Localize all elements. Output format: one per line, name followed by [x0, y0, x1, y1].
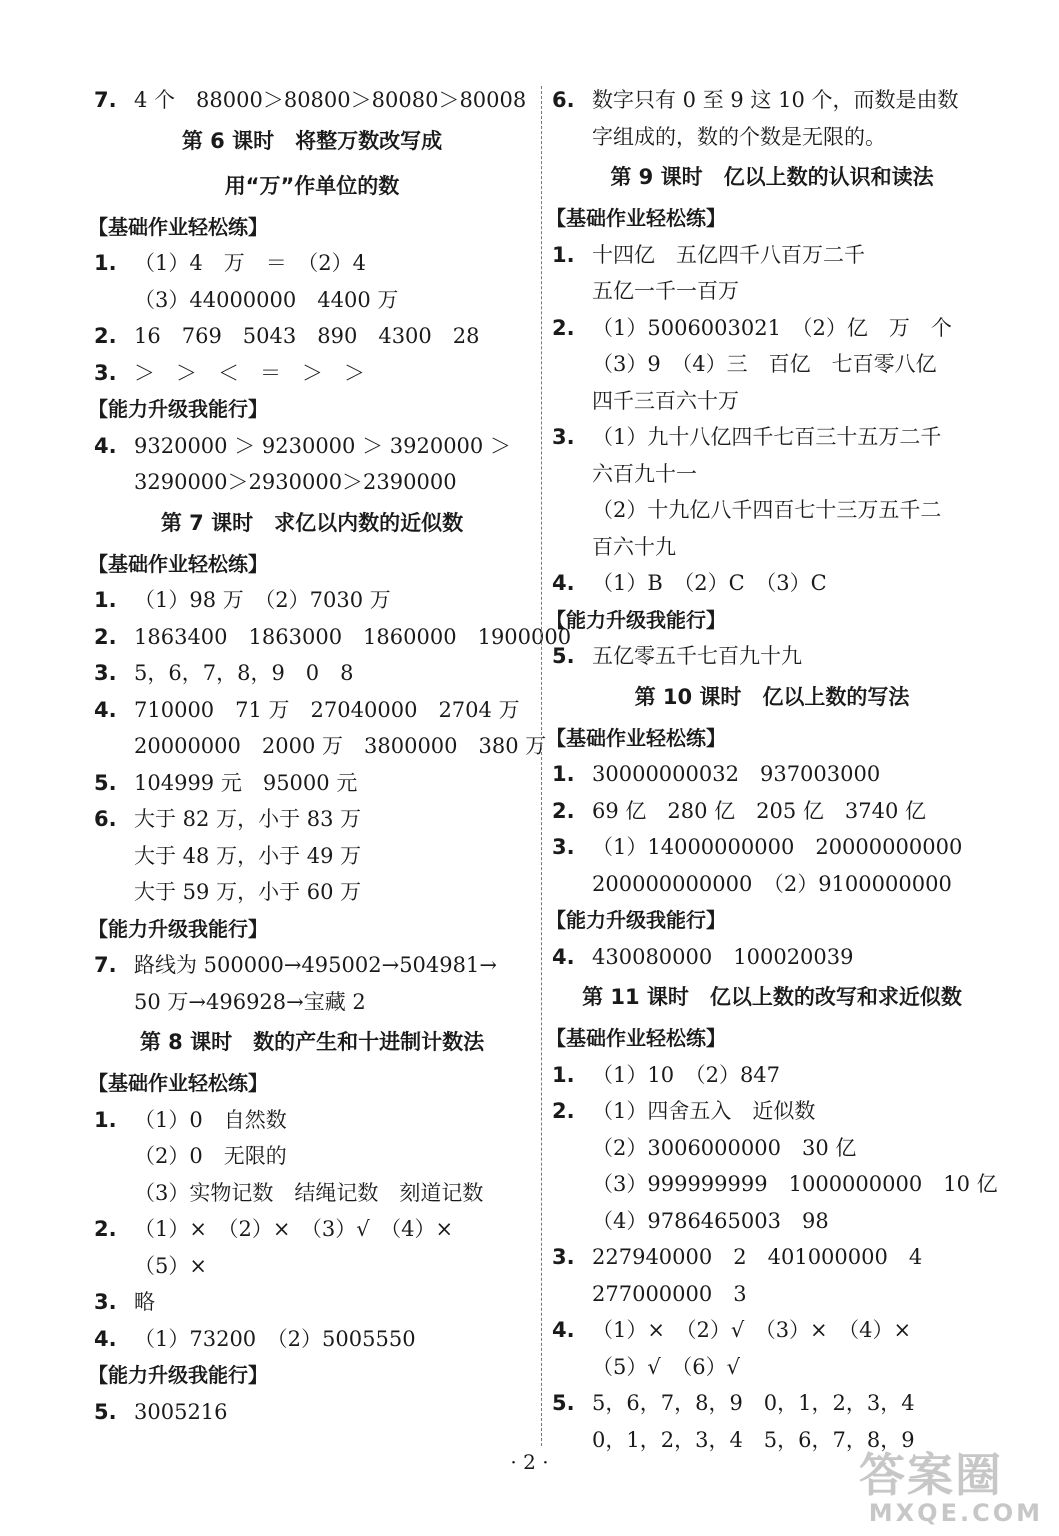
answer-item — [94, 947, 530, 984]
question-number: 3. — [94, 1290, 117, 1314]
answer-continuation: 200000000000 （2）9100000000 — [592, 871, 952, 896]
answer-text: 五亿零五千七百九十九 — [592, 644, 802, 668]
answer-continuation: （4）9786465003 98 — [592, 1208, 829, 1233]
answer-item — [94, 428, 530, 465]
question-number: 4. — [94, 433, 117, 458]
answer-item — [94, 1211, 530, 1248]
answer-text: 430080000 100020039 — [592, 944, 854, 969]
answer-continuation: 277000000 3 — [592, 1281, 747, 1306]
section-label: 【能力升级我能行】 — [88, 916, 268, 941]
answer-text: 5，6，7，8，9 0，1，2，3，4 — [592, 1391, 915, 1415]
answer-item — [552, 565, 992, 602]
answer-item — [552, 793, 992, 830]
answer-continuation: 大于 59 万，小于 60 万 — [134, 880, 362, 904]
answer-item — [552, 1312, 992, 1349]
answer-text: 3005216 — [134, 1399, 228, 1424]
answer-item — [94, 1102, 530, 1139]
answer-item — [552, 1239, 992, 1276]
lesson-heading: 第 10 课时 亿以上数的写法 — [634, 684, 910, 709]
watermark-top: 答案圈 — [859, 1448, 1003, 1502]
answer-item — [94, 318, 530, 355]
question-number: 6. — [94, 807, 117, 831]
question-number: 3. — [552, 835, 575, 859]
question-number: 2. — [94, 324, 117, 348]
answer-text: （1）× （2）√ （3）× （4）× — [592, 1318, 912, 1342]
answer-item — [94, 582, 530, 619]
answer-item — [552, 638, 992, 675]
section-label: 【基础作业轻松练】 — [88, 214, 268, 239]
answer-text: （1）98 万 （2）7030 万 — [134, 588, 391, 612]
section-label: 【基础作业轻松练】 — [88, 1071, 268, 1095]
answer-continuation: 字组成的，数的个数是无限的。 — [592, 124, 886, 149]
answer-text: （1）73200 （2）5005550 — [134, 1326, 416, 1351]
answer-item — [94, 355, 530, 392]
question-number: 7. — [94, 953, 117, 977]
lesson-heading: 第 7 课时 求亿以内数的近似数 — [160, 510, 464, 535]
answer-continuation: 六百九十一 — [592, 461, 697, 486]
answer-text: 数字只有 0 至 9 这 10 个，而数是由数 — [592, 88, 959, 112]
answer-item — [94, 619, 572, 656]
question-number: 2. — [552, 798, 575, 823]
answer-item — [552, 1385, 992, 1422]
answer-text: 十四亿 五亿四千八百万二千 — [592, 242, 865, 267]
answer-continuation: 大于 48 万，小于 49 万 — [134, 843, 362, 868]
answer-continuation: 0，1，2，3，4 5，6，7，8，9 — [592, 1427, 915, 1452]
answer-continuation: （2）0 无限的 — [134, 1144, 287, 1168]
section-label: 【能力升级我能行】 — [88, 1363, 268, 1387]
question-number: 6. — [552, 88, 575, 112]
lesson-heading: 第 6 课时 将整万数改写成 — [181, 128, 443, 153]
watermark-bottom: MXQE.COM — [868, 1499, 1043, 1527]
section-label: 【基础作业轻松练】 — [88, 551, 268, 576]
left-column — [88, 82, 572, 1430]
answer-item — [94, 765, 530, 802]
answer-text: 104999 元 95000 元 — [134, 770, 358, 795]
watermark-logo — [859, 1450, 1049, 1530]
answer-text: 5，6，7，8，9 0 8 — [134, 661, 354, 685]
question-number: 4. — [94, 1326, 117, 1351]
section-label: 【能力升级我能行】 — [88, 397, 268, 421]
answer-item — [552, 310, 992, 347]
question-number: 2. — [94, 624, 117, 649]
question-number: 3. — [94, 661, 117, 685]
question-number: 1. — [94, 588, 117, 612]
answer-item — [552, 1057, 992, 1094]
right-column — [546, 82, 998, 1458]
question-number: 5. — [94, 1399, 117, 1424]
lesson-heading: 第 8 课时 数的产生和十进制计数法 — [139, 1030, 485, 1054]
question-number: 1. — [552, 762, 575, 786]
question-number: 5. — [94, 770, 117, 795]
answer-text: （1）四舍五入 近似数 — [592, 1099, 816, 1123]
question-number: 5. — [552, 1391, 575, 1415]
answer-continuation: （3）44000000 4400 万 — [134, 287, 399, 312]
answer-text: 大于 82 万，小于 83 万 — [134, 807, 362, 831]
answer-item — [94, 1321, 530, 1358]
answer-continuation: （3）实物记数 结绳记数 刻道记数 — [134, 1180, 484, 1205]
section-label: 【基础作业轻松练】 — [546, 725, 726, 750]
answer-continuation: 五亿一千一百万 — [592, 279, 739, 303]
answer-text: （1）10 （2）847 — [592, 1062, 781, 1087]
answer-item — [552, 829, 992, 866]
answer-text: （1）5006003021 （2）亿 万 个 — [592, 315, 952, 340]
question-number: 3. — [94, 360, 117, 385]
answer-item — [94, 801, 530, 838]
answer-continuation: 20000000 2000 万 3800000 380 万 — [134, 734, 547, 758]
answer-item — [94, 1394, 530, 1431]
answer-continuation: （2）3006000000 30 亿 — [592, 1135, 857, 1160]
section-label: 【基础作业轻松练】 — [546, 206, 726, 230]
lesson-heading: 第 11 课时 亿以上数的改写和求近似数 — [582, 985, 962, 1009]
answer-item — [552, 939, 992, 976]
answer-text: 227940000 2 401000000 4 — [592, 1245, 923, 1269]
answer-item — [552, 756, 992, 793]
answer-text: 4 个 88000＞80800＞80080＞80008 — [134, 88, 527, 112]
question-number: 4. — [552, 571, 575, 595]
page-number: · 2 · — [510, 1450, 549, 1474]
answer-item — [552, 1093, 992, 1130]
section-label: 【基础作业轻松练】 — [546, 1026, 726, 1050]
answer-item — [552, 237, 992, 274]
answer-text: （1）B （2）C （3）C — [592, 571, 827, 595]
answer-continuation: （5）√ （6）√ — [592, 1354, 740, 1379]
answer-text: 69 亿 280 亿 205 亿 3740 亿 — [592, 798, 927, 823]
question-number: 1. — [94, 251, 117, 275]
answer-item — [94, 1284, 530, 1321]
question-number: 3. — [552, 425, 575, 449]
question-number: 2. — [552, 1099, 575, 1123]
question-number: 5. — [552, 644, 575, 668]
question-number: 4. — [552, 1318, 575, 1342]
answer-text: 路线为 500000→495002→504981→ — [134, 953, 497, 977]
answer-text: （1）14000000000 20000000000 — [592, 835, 963, 859]
question-number: 1. — [552, 242, 575, 267]
answer-item — [94, 82, 530, 119]
answer-text: 9320000 ＞ 9230000 ＞ 3920000 ＞ — [134, 433, 511, 458]
question-number: 1. — [94, 1107, 117, 1132]
answer-continuation: 50 万→496928→宝藏 2 — [134, 989, 366, 1014]
question-number: 2. — [94, 1217, 117, 1241]
answer-text: 16 769 5043 890 4300 28 — [134, 324, 480, 348]
answer-continuation: （2）十九亿八千四百七十三万五千二 — [592, 498, 942, 522]
answer-item — [94, 245, 530, 282]
answer-item — [94, 692, 530, 729]
question-number: 7. — [94, 88, 117, 112]
answer-continuation: 百六十九 — [592, 534, 676, 559]
question-number: 4. — [552, 944, 575, 969]
question-number: 3. — [552, 1245, 575, 1269]
lesson-heading: 用“万”作单位的数 — [224, 173, 400, 198]
answer-text: 略 — [134, 1290, 155, 1314]
answer-text: （1）0 自然数 — [134, 1107, 287, 1132]
answer-continuation: （3）9 （4）三 百亿 七百零八亿 — [592, 352, 937, 376]
question-number: 1. — [552, 1062, 575, 1087]
answer-text: （1）4 万 ＝ （2）4 — [134, 251, 366, 275]
lesson-heading: 第 9 课时 亿以上数的认识和读法 — [610, 165, 934, 189]
answer-text: 1863400 1863000 1860000 1900000 — [134, 624, 572, 649]
answer-continuation: （3）999999999 1000000000 10 亿 — [592, 1172, 998, 1196]
answer-text: （1）× （2）× （3）√ （4）× — [134, 1217, 454, 1241]
section-label: 【能力升级我能行】 — [546, 908, 726, 932]
answer-item — [552, 82, 992, 119]
answer-continuation: （5）× — [134, 1253, 207, 1278]
section-label: 【能力升级我能行】 — [546, 607, 726, 632]
question-number: 4. — [94, 697, 117, 722]
answer-item — [552, 419, 992, 456]
answer-text: 30000000032 937003000 — [592, 762, 881, 786]
answer-continuation: 四千三百六十万 — [592, 388, 739, 413]
answer-text: 710000 71 万 27040000 2704 万 — [134, 697, 520, 722]
column-divider — [541, 86, 542, 1446]
question-number: 2. — [552, 315, 575, 340]
answer-item — [94, 655, 530, 692]
answer-continuation: 3290000＞2930000＞2390000 — [134, 470, 457, 494]
answer-text: ＞ ＞ ＜ ＝ ＞ ＞ — [134, 360, 365, 385]
answer-text: （1）九十八亿四千七百三十五万二千 — [592, 425, 942, 449]
